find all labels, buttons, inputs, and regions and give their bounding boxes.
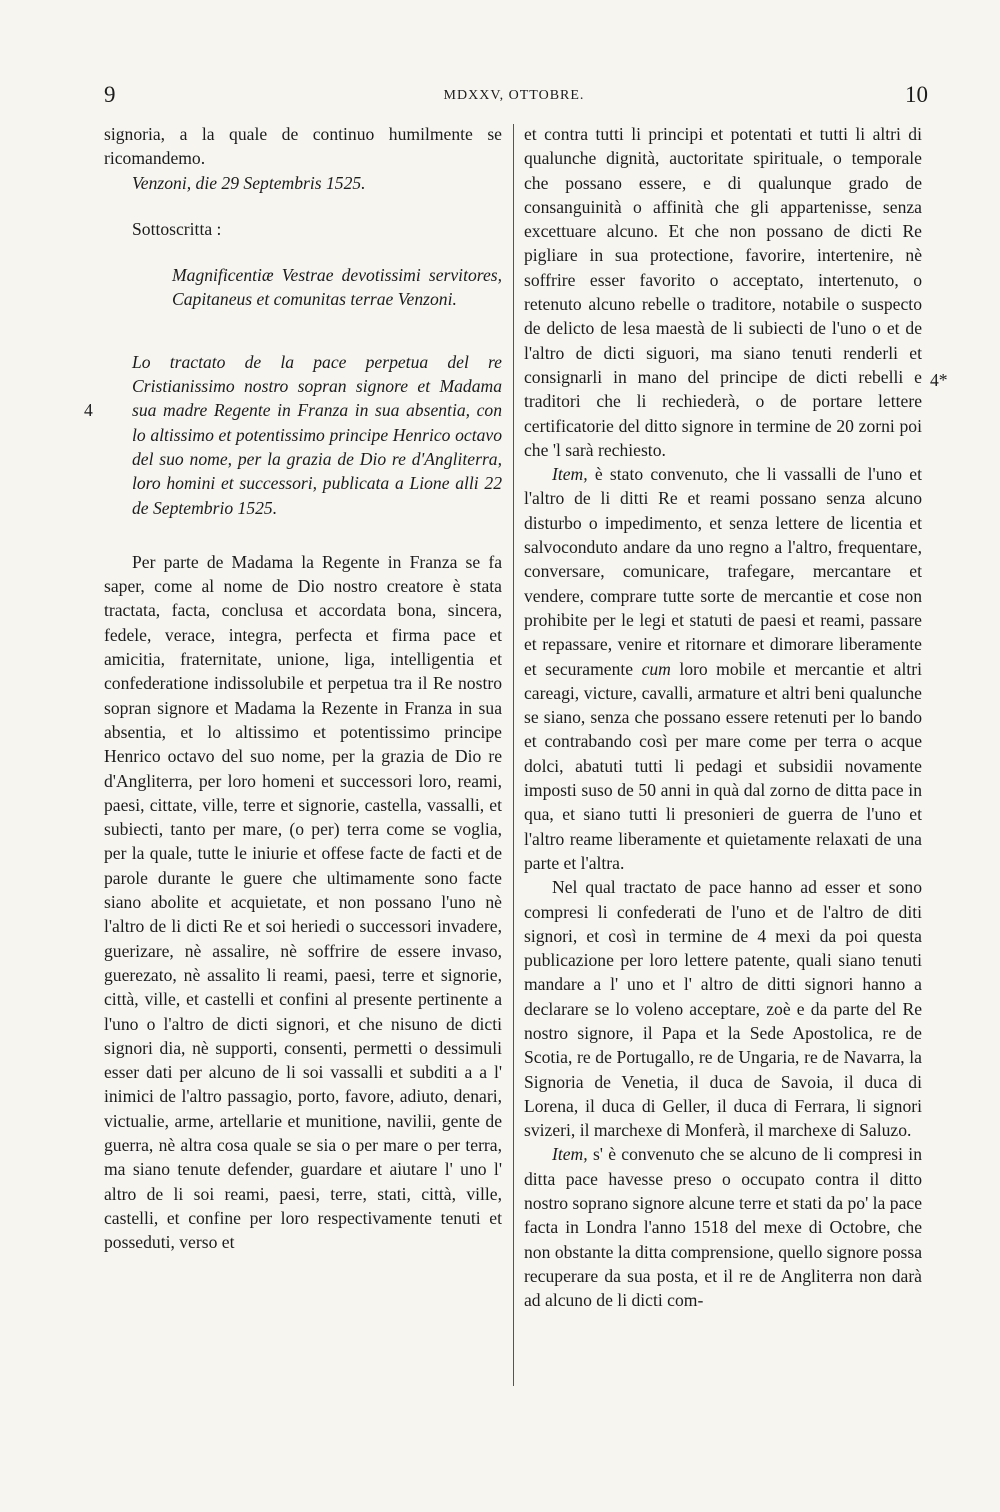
item-text: è stato convenuto, che li vassalli de l'uno et l'altro de li ditti Re et reami possano senza alcuno disturbo o impedimento, et senza lettere de licentia et salvoconduto andare da uno regno a l'altro, frequentare, conversare, comunicare, trafegare, mercantare et vendere, comprare tutte sorte de mercantie et cose non prohibite per le legi et statuti de paesi et reami, passare et repassare, venire et ritornare et dimorare liberamente et securamente: [524, 464, 922, 679]
item-italic-word: cum: [641, 658, 671, 679]
item-label: Item,: [552, 464, 588, 485]
paragraph-continuation: et contra tutti li principi et potentati et tutti li altri di qualunche dignità, auctoritate spirituale, o temporale che possano essere, e di qualunque grado de consanguinità o affinità che gli appartenisse, senza excettuare alcuno. Et che non possano de dicti Re pigliare in sua protectione, favorire, intertenire, nè soffrire esser favorito o acceptato, intertenuto, o retenuto alcuno rebelle o traditore, notabile o suspecto de delicto de lesa maestà de li subiecti de l'uno o et de l'altro de dicti siguori, ma siano tenuti renderli et consignarli in mano del principe de dicti rebelli e traditori che li rechiederà, o de portare lettere certificatorie del ditto signore in termine de 20 zorni poi che 'l sarà rechiesto.: [524, 124, 922, 460]
right-column: [524, 122, 922, 1313]
item-text-rest: loro mobile et mercantie et altri careagi, victure, cavalli, armature et altri beni qualunche se siano, senza che possano essere retenuti per lo bando et contrabando così per mare come per terra o acque dolci, abatuti tutti li pedagi et subsidii novamente imposti suso de 50 anni in quà dal zorno de ditta pace in qua, et siano tutti li presonieri de guerra de l'uno et l'altro reame liberamente et quietamente relaxati de una parte et l'altra.: [524, 658, 922, 873]
margin-note-left: 4: [84, 400, 93, 420]
document-heading: Lo tractato de la pace perpetua del re Cristianissimo nostro sopran signore et Madama sua madre Regente in Franza in sua absentia, con lo altissimo et potentissimo principe Henrico octavo del suo nome, per la grazia de Dio re d'Angliterra, loro homini et successori, publicata a Lione alli 22 de Septembrio 1525.: [132, 351, 502, 518]
item-text: s' è convenuto che se alcuno de li compresi in ditta pace havesse preso o occupato contra il ditto nostro soprano signore alcune terre et stati da po' la pace facta in Londra l'anno 1518 del mexe di Octobre, che non obstante la ditta comprensione, quello signore possa recuperare da sua posta, et il re de Angliterra non darà ad alcuno de li dicti com-: [524, 1144, 922, 1311]
spacer: [104, 241, 502, 263]
letter-signature: Magnificentiæ Vestrae devotissimi servitores, Capitaneus et comunitas terrae Venzoni.: [172, 265, 502, 310]
spacer: [104, 195, 502, 217]
letter-closing: signoria, a la quale de continuo humilmente se ricomandemo.: [104, 124, 502, 169]
left-column: [104, 122, 502, 1254]
column-divider: [513, 124, 514, 1386]
page-number-right: 10: [905, 82, 928, 107]
letter-place-date: Venzoni, die 29 Septembris 1525.: [132, 172, 366, 193]
paragraph-item-recovery: [524, 1142, 922, 1312]
paragraph-body: Per parte de Madama la Regente in Franza se fa saper, come al nome de Dio nostro creatore è stata tractata, facta, conclusa et accordata bona, sincera, fedele, verace, integra, perfecta et firma pace et amicitia, fraternitate, unione, liga, intelligentia et confederatione indissolubile et perpetua tra il Re nostro sopran signore et Madama la Rezente in Franza in sua absentia, et lo altissimo et potentissimo principe Henrico octavo del suo nome, per la grazia de Dio re d'Angliterra, per loro homeni et successori loro, reami, paesi, cittate, ville, terre et signorie, castella, vassalli, et subiecti, tanto per mare, (o per) terra come se voglia, per la quale, tutte le iniurie et offese facte de facti et de parole durante le guere che ultimamente sono facte siano abolite et acquietate, et non possano l'uno nè l'altro de li dicti Re et soi heriedi o successori invadere, guerizare, nè assalire, nè soffrire de essere invaso, guerezato, nè assalito li reami, paesi, terre et signorie, città, ville, et castelli et confini al presente pertinente a l'uno o l'altro de dicti signori, et che nisuno de dicti signori dia, nè supporti, consenti, permetti o dessimuli esser dati per alcuno de li soi vassalli et subditi a a l' inimici de l'altro passagio, porto, favore, adiuto, denari, victualie, arme, artellarie et munitione, navilii, gente de guerra, nè altra cosa quale se sia o per mare o per terra, ma siano tenute defender, guardare et aiutare l' uno l' altro de li soi reami, paesi, terre, stati, città, ville, castelli, et confine per loro respectivamente tenuti et posseduti, verso et: [104, 551, 502, 1253]
page-header: [100, 82, 928, 110]
paragraph-item-vassals: [524, 462, 922, 875]
item-label: Item,: [552, 1144, 588, 1165]
page-number-left: 9: [104, 82, 116, 107]
subscription-label: Sottoscritta :: [132, 218, 222, 239]
spacer: [104, 520, 502, 550]
spacer: [104, 312, 502, 350]
running-head: MDXXV, OTTOBRE.: [443, 88, 585, 103]
margin-note-right: 4*: [930, 370, 948, 390]
paragraph-confederates: Nel qual tractato de pace hanno ad esser et sono compresi li confederati de l'uno et de l'altro de diti signori, et così in termine de 4 mexi da poi questa publicazione per loro lettere patente, quali siano tenuti mandare a l' uno et l' altro de ditti signori hanno a declarare se lo voleno acceptare, zoè e da parte del Re nostro signore, il Papa et la Sede Apostolica, re de Scotia, re de Portugallo, re de Ungaria, re de Navarra, la Signoria de Venetia, il duca de Savoia, il duca di Lorena, il duca di Geller, il duca di Ferrara, li signori svizeri, il marchexe di Monferà, il marchexe di Saluzo.: [524, 877, 922, 1141]
